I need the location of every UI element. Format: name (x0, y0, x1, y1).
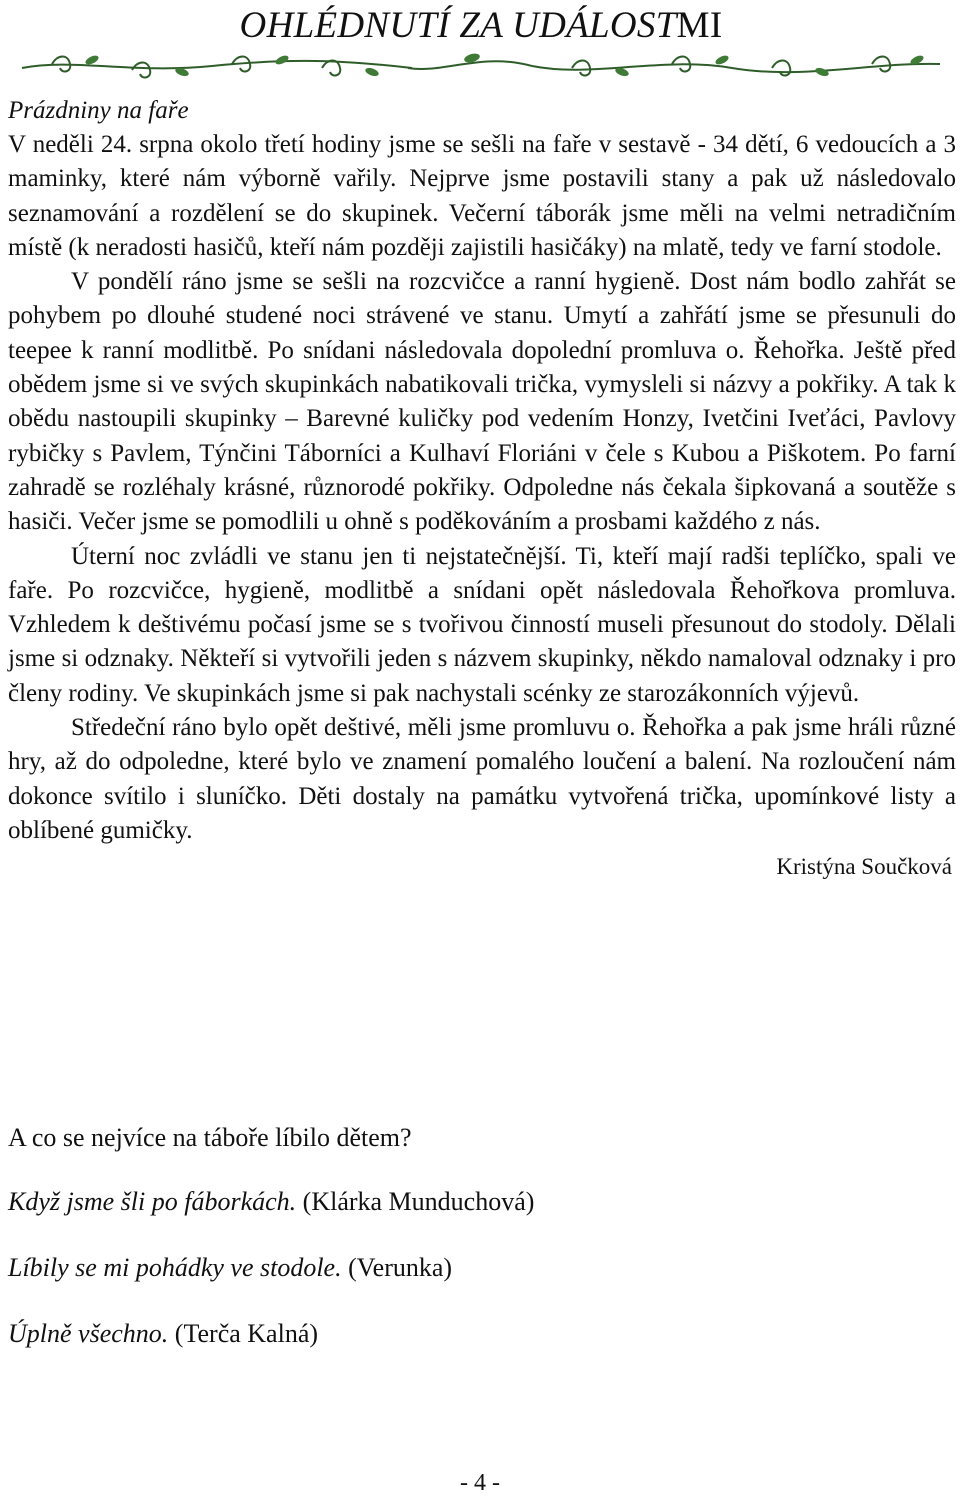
article-paragraph: V neděli 24. srpna okolo třetí hodiny jsme se sešli na faře v sestavě - 34 dětí, 6 vedoucích a 3 maminky, které nám výborně vařily. Nejprve jsme postavili stany a pak už následovalo seznamování a rozdělení se do skupinek. Večerní táborák jsme měli na velmi netradičním místě (k neradosti hasičů, kteří nám později zajistili hasičáky) na mlatě, tedy ve farní stodole. (8, 131, 956, 261)
quote-item (8, 1317, 948, 1351)
quote-author: (Terča Kalná) (168, 1319, 319, 1348)
article (8, 94, 956, 882)
article-subtitle: Prázdniny na faře (8, 97, 189, 124)
ornamental-divider-icon (12, 44, 948, 84)
quote-item (8, 1251, 948, 1285)
article-paragraph: Středeční ráno bylo opět deštivé, měli jsme promluvu o. Řehořka a pak jsme hráli různé hry, až do odpoledne, které bylo ve znamení pomalého loučení a balení. Na rozloučení nám dokonce svítilo i sluníčko. Děti dostaly na památku vytvořená trička, upomínkové listy a oblíbené gumičky. (8, 714, 956, 844)
quotes-question: A co se nejvíce na táboře líbilo dětem? (8, 1123, 412, 1152)
section-title: OHLÉDNUTÍ ZA UDÁLOSTMI (239, 5, 723, 46)
quote-text: Když jsme šli po fáborkách. (8, 1187, 297, 1216)
quote-item (8, 1185, 948, 1219)
kids-quotes-section (8, 1121, 948, 1383)
quote-text: Líbily se mi pohádky ve stodole. (8, 1253, 342, 1282)
quote-author: (Verunka) (341, 1253, 453, 1282)
page-number: - 4 - (460, 1470, 500, 1496)
article-paragraph: Úterní noc zvládli ve stanu jen ti nejstatečnější. Ti, kteří mají radši teplíčko, spali ve faře. Po rozcvičce, hygieně, modlitbě a snídani opět následovala Řehořkova promluva. Vzhledem k deštivému počasí jsme se s tvořivou činností museli přesunout do stodoly. Dělali jsme si odznaky. Někteří si vytvořili jeden s názvem skupinky, někdo namaloval odznaky i pro členy rodiny. Ve skupinkách jsme si pak nachystali scénky ze starozákonních výjevů. (8, 542, 956, 707)
quote-text: Úplně všechno. (8, 1319, 169, 1348)
article-paragraph: V pondělí ráno jsme se sešli na rozcvičce a ranní hygieně. Dost nám bodlo zahřát se pohybem po dlouhé studené noci strávené ve stanu. Umytí a zahřátí jsme se přesunuli do teepee k ranní modlitbě. Po snídani následovala dopolední promluva o. Řehořka. Ještě před obědem jsme si ve svých skupinkách nabatikovali trička, vymysleli si názvy a pokřiky. A tak k obědu nastoupili skupinky – Barevné kuličky pod vedením Honzy, Ivetčini Iveťáci, Pavlovy rybičky s Pavlem, Týnčini Táborníci a Kulhaví Floriáni v čele s Kubou a Piškotem. Po farní zahradě se rozléhaly krásné, různorodé pokřiky. Odpoledne nás čekala šipkovaná a soutěže s hasiči. Večer jsme se pomodlili u ohně s poděkováním a prosbami každého z nás. (8, 268, 956, 536)
quote-author: (Klárka Munduchová) (296, 1187, 535, 1216)
article-author: Kristýna Součková (776, 854, 952, 880)
